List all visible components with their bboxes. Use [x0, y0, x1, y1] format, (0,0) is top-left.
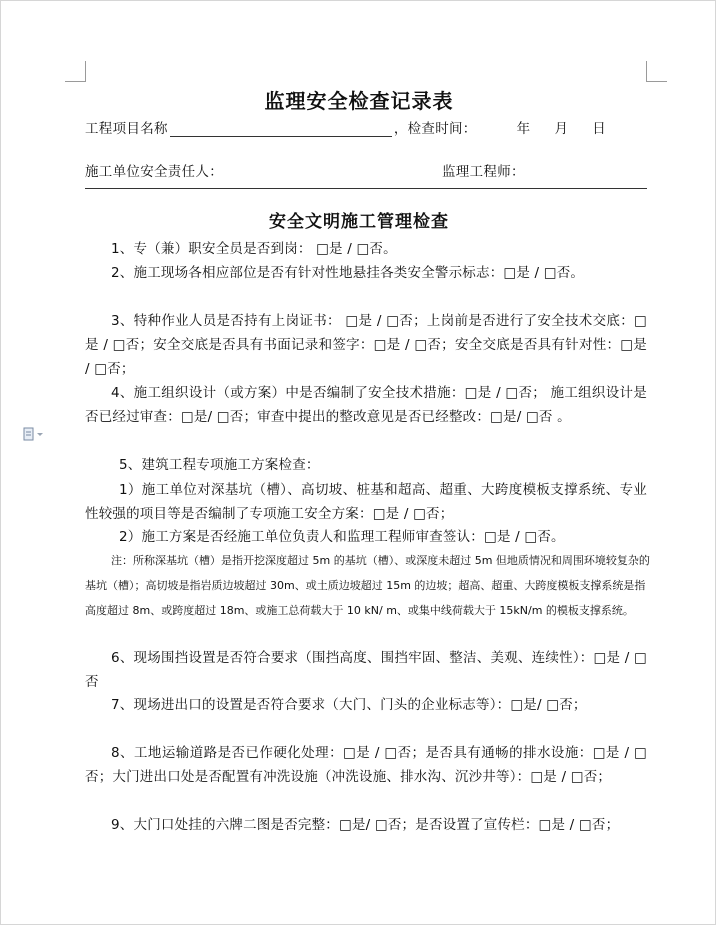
item-3: 3、特种作业人员是否持有上岗证书： □是 / □否；上岗前是否进行了安全技术交底：□是 / □否；安全交底是否具有书面记录和签字：□是 / □否；安全交底是否具有针对性：□是 / □否；	[85, 313, 647, 377]
header-divider	[85, 188, 647, 189]
month-label: 月	[554, 121, 569, 137]
item-9: 9、大门口处挂的六牌二图是否完整：□是/ □否；是否设置了宣传栏：□是 / □否；	[111, 817, 620, 833]
year-label: 年	[516, 121, 531, 137]
page-title: 监理安全检查记录表	[264, 89, 454, 113]
check-time-label: ，检查时间：	[393, 121, 477, 137]
project-blank[interactable]	[170, 122, 392, 137]
note-paragraph: 注：所称深基坑（槽）是指开挖深度超过 5m 的基坑（槽）、或深度未超过 5m 但地质情况和周围环境较复杂的基坑（槽）；高切坡是指岩质边坡超过 30m、或土质边坡超过 15m 的边坡；超高、超重、大跨度模板支撑系统是指高度超过 8m、或跨度超过 18m、或施工总荷载大于 10 kN/ m、或集中线荷载大于 15kN/m 的模板支撑系统。	[85, 554, 650, 617]
supervisor-label: 监理工程师：	[442, 164, 525, 180]
item-5-1: 1）施工单位对深基坑（槽）、高切坡、桩基和超高、超重、大跨度模板支撑系统、专业性较强的项目等是否编制了专项施工安全方案：□是 / □否；	[85, 482, 647, 522]
margin-corner-top-left	[65, 61, 86, 82]
document-icon[interactable]	[23, 427, 45, 441]
item-2: 2、施工现场各相应部位是否有针对性地悬挂各类安全警示标志：□是 / □否。	[111, 265, 585, 281]
project-label: 工程项目名称	[85, 121, 168, 137]
margin-corner-top-right	[646, 61, 667, 82]
safety-person-label: 施工单位安全责任人：	[85, 164, 223, 180]
item-6: 6、现场围挡设置是否符合要求（围挡高度、围挡牢固、整洁、美观、连续性）：□是 / □否	[85, 650, 647, 690]
item-5: 5、建筑工程专项施工方案检查：	[119, 457, 320, 473]
item-7: 7、现场进出口的设置是否符合要求（大门、门头的企业标志等）：□是/ □否；	[111, 697, 587, 713]
section-title: 安全文明施工管理检查	[269, 212, 449, 232]
day-label: 日	[592, 121, 607, 137]
item-4: 4、施工组织设计（或方案）中是否编制了安全技术措施：□是 / □否； 施工组织设计是否已经过审查：□是/ □否；审查中提出的整改意见是否已经整改：□是/ □否 。	[85, 385, 647, 425]
project-line	[85, 117, 606, 137]
item-5-2: 2）施工方案是否经施工单位负责人和监理工程师审查签认：□是 / □否。	[119, 529, 565, 545]
item-8: 8、工地运输道路是否已作硬化处理：□是 / □否；是否具有通畅的排水设施：□是 / □否；大门进出口处是否配置有冲洗设施（冲洗设施、排水沟、沉沙井等）：□是 / □否；	[85, 745, 647, 785]
item-1: 1、专（兼）职安全员是否到岗： □是 / □否。	[111, 241, 397, 257]
